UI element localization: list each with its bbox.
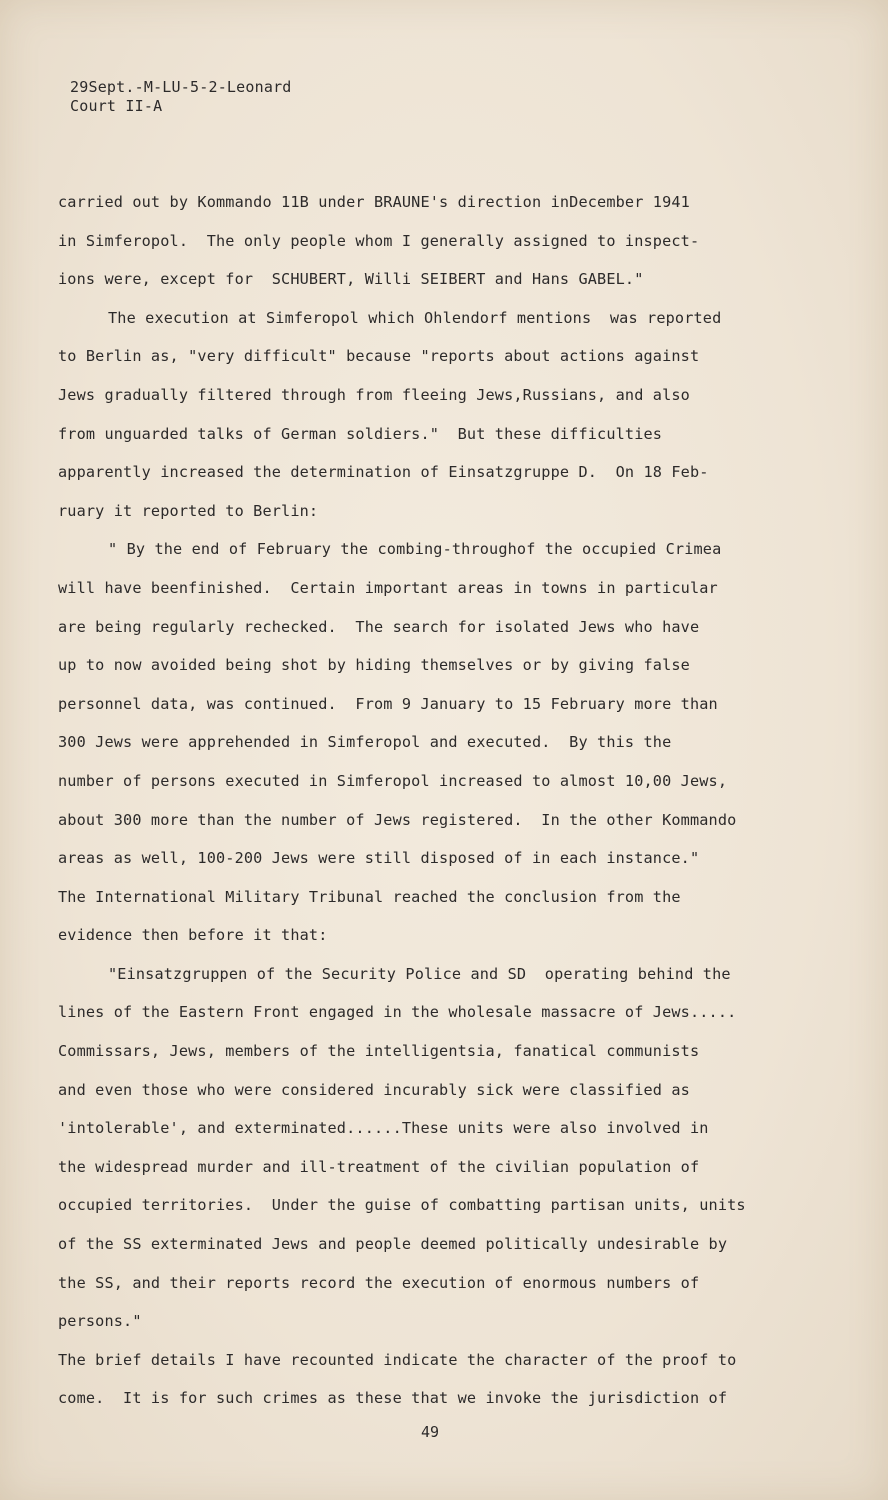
text-line: Commissars, Jews, members of the intelligentsia, fanatical communists: [58, 1042, 700, 1061]
body-text: [58, 190, 788, 1425]
text-line: personnel data, was continued. From 9 January to 15 February more than: [58, 694, 718, 713]
text-line: " By the end of February the combing-throughof the occupied Crimea: [108, 540, 722, 559]
text-line: the widespread murder and ill-treatment of the civilian population of: [58, 1157, 700, 1176]
text-line: occupied territories. Under the guise of combatting partisan units, units: [58, 1196, 746, 1215]
text-line: 300 Jews were apprehended in Simferopol and executed. By this the: [58, 733, 672, 752]
text-line: number of persons executed in Simferopol increased to almost 10,00 Jews,: [58, 771, 728, 790]
text-line: apparently increased the determination of Einsatzgruppe D. On 18 Feb-: [58, 463, 709, 482]
text-line: ions were, except for SCHUBERT, Willi SEIBERT and Hans GABEL.": [58, 270, 644, 289]
text-line: will have beenfinished. Certain important areas in towns in particular: [58, 578, 718, 597]
text-line: carried out by Kommando 11B under BRAUNE's direction inDecember 1941: [58, 193, 690, 211]
text-line: up to now avoided being shot by hiding themselves or by giving false: [58, 656, 690, 675]
header-court: Court II-A: [70, 97, 163, 115]
text-line: "Einsatzgruppen of the Security Police and SD operating behind the: [108, 964, 731, 983]
text-line: and even those who were considered incurably sick were classified as: [58, 1080, 690, 1099]
text-line: the SS, and their reports record the execution of enormous numbers of: [58, 1273, 700, 1292]
text-line: areas as well, 100-200 Jews were still disposed of in each instance.": [58, 849, 700, 868]
text-line: Jews gradually filtered through from fleeing Jews,Russians, and also: [58, 385, 690, 404]
text-line: persons.": [58, 1312, 142, 1331]
text-line: of the SS exterminated Jews and people deemed politically undesirable by: [58, 1235, 728, 1254]
text-line: about 300 more than the number of Jews registered. In the other Kommando: [58, 810, 737, 829]
page-header: [70, 78, 292, 116]
text-line: The International Military Tribunal reached the conclusion from the: [58, 887, 681, 906]
text-line: ruary it reported to Berlin:: [58, 501, 319, 520]
text-line: 'intolerable', and exterminated......These units were also involved in: [58, 1119, 709, 1138]
text-line: evidence then before it that:: [58, 926, 328, 945]
header-reference: 29Sept.-M-LU-5-2-Leonard: [70, 78, 292, 96]
text-line: The execution at Simferopol which Ohlendorf mentions was reported: [108, 308, 722, 327]
text-line: to Berlin as, "very difficult" because "reports about actions against: [58, 347, 700, 366]
text-line: from unguarded talks of German soldiers." But these difficulties: [58, 424, 663, 443]
text-line: are being regularly rechecked. The search for isolated Jews who have: [58, 617, 700, 636]
text-line: come. It is for such crimes as these that we invoke the jurisdiction of: [58, 1389, 728, 1408]
page-number: 49: [420, 1423, 440, 1441]
text-line: lines of the Eastern Front engaged in the wholesale massacre of Jews.....: [58, 1003, 737, 1022]
text-line: in Simferopol. The only people whom I generally assigned to inspect-: [58, 231, 700, 250]
text-line: The brief details I have recounted indicate the character of the proof to: [58, 1350, 737, 1369]
